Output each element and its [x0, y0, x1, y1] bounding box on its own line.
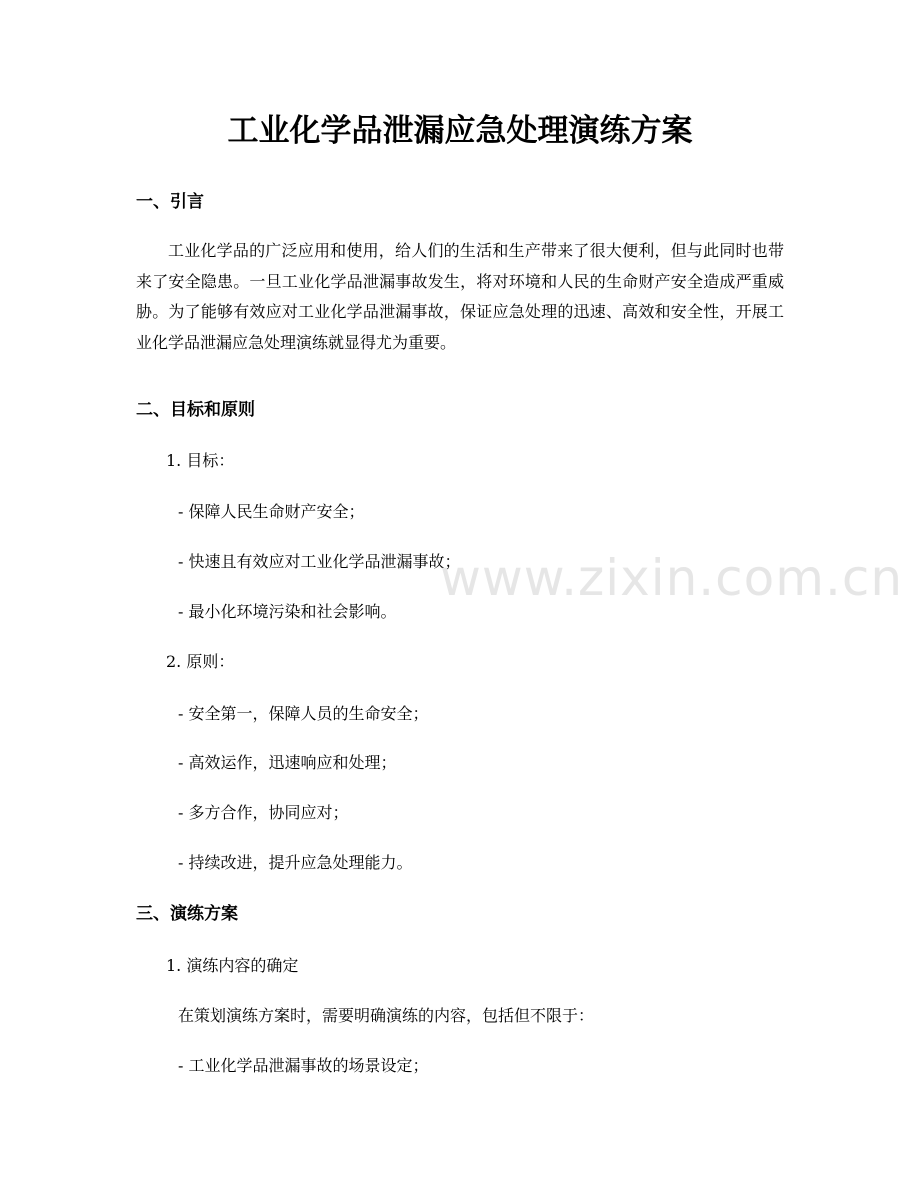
drill-content-subheading: 1. 演练内容的确定 — [166, 956, 299, 975]
principle-item: - 持续改进，提升应急处理能力。 — [178, 853, 413, 872]
principle-item: - 安全第一，保障人员的生命安全； — [178, 704, 429, 723]
goal-item: - 保障人民生命财产安全； — [178, 502, 365, 521]
principles-label: 2. 原则： — [166, 652, 235, 671]
introduction-paragraph: 工业化学品的广泛应用和使用，给人们的生活和生产带来了很大便利，但与此同时也带来了安全隐患。一旦工业化学品泄漏事故发生，将对环境和人民的生命财产安全造成严重威胁。为了能够有效应对工业化学品泄漏事故，保证应急处理的迅速、高效和安全性，开展工业化学品泄漏应急处理演练就显得尤为重要。 — [136, 241, 784, 352]
section-heading-drill-plan: 三、演练方案 — [136, 904, 238, 924]
document-title: 工业化学品泄漏应急处理演练方案 — [227, 113, 693, 149]
goals-label: 1. 目标： — [166, 451, 235, 470]
drill-content-intro: 在策划演练方案时，需要明确演练的内容，包括但不限于： — [178, 1006, 595, 1025]
watermark: www.zixin.com.cn — [440, 549, 904, 607]
section-heading-introduction: 一、引言 — [136, 192, 204, 212]
drill-content-item: - 工业化学品泄漏事故的场景设定； — [178, 1056, 429, 1075]
section-heading-goals-principles: 二、目标和原则 — [136, 400, 255, 420]
principle-item: - 高效运作，迅速响应和处理； — [178, 753, 397, 772]
principle-item: - 多方合作，协同应对； — [178, 803, 349, 822]
goal-item: - 最小化环境污染和社会影响。 — [178, 602, 397, 621]
goal-item: - 快速且有效应对工业化学品泄漏事故； — [178, 552, 461, 571]
